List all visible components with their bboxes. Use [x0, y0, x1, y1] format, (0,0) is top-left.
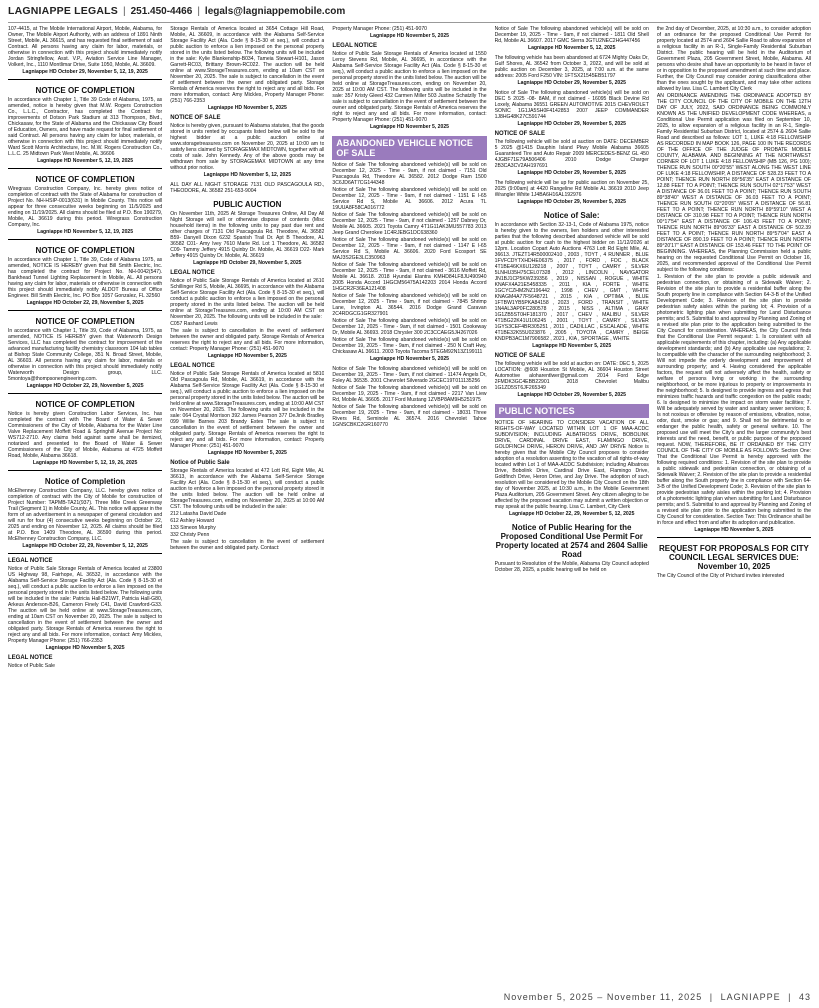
vehicle-notice: Notice of Sale The following abandoned vehicle(s) will be sold on December 12, 2025 - Time - 9am, if not claimed - 1151 E I-65 Service Rd S, Mobile AL 36606. 2012 Acura TL 19UUA8F58CA016772	[332, 187, 487, 211]
page-number: 43	[798, 992, 811, 1002]
publication-line: Lagniappe HD November 5, 2025	[370, 124, 449, 130]
publication-line: Lagniappe HD November 5, 12, 19, 2025	[37, 158, 134, 164]
divider	[8, 553, 162, 554]
notice-body: NOTICE OF HEARING TO CONSIDER VACATION OF ALL RIGHTS-OF-WAY LOCATED WITHIN LOT 1 OF MAA-ACDC SUBDIVISION; INCLUDING ALBATROSS DRIVE, BOBOLINK DRIVE, CARDINAL DRIVE EAST, FLAMINGO DRIVE, GOLDFINCH DRIVE, HERON DRIVE, AND JAY DRIVE Notice is hereby given that the Mobile City Council proposes to consider adoption of a resolution assenting to the vacation of all rights-of-way located within Lot 1 of MAA-ACDC Subdivision; including Albatross Drive, Bobolink Drive, Cardinal Drive East, Flamingo Drive, Goldfinch Drive, Heron Drive, and Jay Drive. The adoption of such resolution will be considered by the Mobile City Council on the 18th day of November 2025, at 10:30 a.m., in the Mobile Government Plaza Auditorium, 205 Government Street. Any citizen alleging to be affected by the proposed vacation may submit a written objection or may speak at the public hearing. Lisa C. Lambert, City Clerk	[494, 420, 649, 510]
divider	[8, 393, 162, 394]
publication-line: Lagniappe HD November 5, 12, 2025	[203, 172, 292, 178]
notice-body: Wiregrass Construction Company, Inc. hereby gives notice of completion of contract with the State of Alabama for construction of Project No. NH-HSIP-0013(631) in Mobile County. This notice will appear for three consecutive weeks beginning on 11/5/2025 and ending on 11/19/2025. All claims should be filed at P.O. Box 190279, Mobile, AL 36619 during this period. Wiregrass Construction Company, Inc.	[8, 186, 163, 228]
divider	[8, 79, 162, 80]
unit-list-item: C057 Rashard Lewis	[170, 321, 218, 327]
notice-heading: Notice of Completion	[44, 477, 126, 486]
notice-body: 1. Revision of the site plan to provide a public sidewalk and pedestrian connection, or obtaining of a Sidewalk Waiver; 2. Revision of the site plan to provide a residential buffer along the South property line in compliance with Section 64-3-B of the Unified Development Code; 3. Revision of the site plan to provide pedestrian safety aisles within the parking lot; 4. Provision of a photometric lighting plan when submitting for Land Disturbance permits; and 5. Submittal to and approval by Planning and Zoning of a revised site plan prior to the application being submitted to the City Council for consideration. WHEREAS, the City Council finds that the Conditional Use Permit request: 1. Is consistent with all applicable requirements of this chapter, including: (a) Any applicable development standards; and (b) Any applicable use regulations; 2. Is compatible with the character of the surrounding neighborhood; 3. Will not impede the orderly development and improvement of surrounding property; and 4. Having considered the applicable factors, the request will not adversely affect the health, safety or welfare of persons living or working in the surrounding neighborhood, or be more injurious to property or improvements in the neighborhood; 5. Is designed to provide ingress and egress that minimizes traffic hazards and traffic congestion on the public roads; 6. Is designed to minimize the impact on storm water facilities; 7. Will be adequately served by water and sanitary sewer services; 8. Is not noxious or offensive by reason of emissions, vibration, noise, odor, dust, smoke or gas; and 9. Shall not be detrimental to or endanger the public health, safety or general welfare. 10. The proposed use will meet the City's and the larger community's best interests and the need, benefit, or public purpose of the proposed request. NOW, THEREFORE, BE IT ORDAINED BY THE CITY COUNCIL OF THE CITY OF MOBILE AS FOLLOWS: Section One: That the Conditional Use Permit is hereby approved with the following required conditions: 1. Revision of the site plan to provide a public sidewalk and pedestrian connection, or obtaining of a Sidewalk Waiver; 2. Revision of the site plan to provide a residential buffer along the South property line in compliance with Section 64-3-B of the Unified Development Code; 3. Revision of the site plan to provide pedestrian safety aisles within the parking lot; 4. Provision of a photometric lighting plan when submitting for Land Disturbance permits; and 5. Submittal to and approval by Planning and Zoning of a revised site plan prior to the application being submitted to the City Council for consideration. Section Two: This Ordinance shall be in force and effect from and after its adoption and publication.	[656, 274, 812, 526]
publication-line: Lagniappe HD October 29, November 5, 2025	[517, 170, 626, 176]
notice-heading: REQUEST FOR PROPOSALS FOR CITY COUNCIL LEGAL SERVICES DUE: November 10, 2025	[659, 544, 809, 571]
notice-heading: NOTICE OF SALE	[494, 353, 545, 359]
notice-body: On November 11th, 2025 At Storage Treasures Online, All Day All Night Storage will sell or otherwise dispose of contents (Misc household items) in the following units to pay past due rent and other charges of 7131 Old Pascagoula Rd. Theodore, AL 36582 B59- Danyell Dixon 6232 Spanish Trail Dr. Apt B Theodore, AL 36582 C01- Amy Ivey 7610 Marie Rd. Lot 1 Theodore, AL 36582 C09- Tammy Jeffery 4915 Quinby Dr. Mobile, AL 36619 D22- Mark Jeffery 4915 Quinby Dr. Mobile, AL 36619	[170, 211, 325, 259]
vehicle-notice: Notice of Sale The following abandoned vehicle(s) will be sold on December 12, 2025 - Time - 9am, if not claimed - 1501 Cookeway Dr, Mobile AL 36693. 2018 Chrysler 300 2C3CCAEG5JH267026	[332, 318, 487, 336]
page-header	[8, 0, 811, 23]
notice-body: Property Manager Phone: (251) 451-9070	[332, 26, 427, 32]
column-1	[8, 26, 162, 986]
publication-line: Lagniappe HD October 22, 29, November 5, 2025	[26, 300, 144, 306]
column-5	[657, 26, 811, 986]
divider	[8, 470, 162, 471]
divider	[657, 537, 811, 538]
vehicle-notice: Notice of Sale The following abandoned vehicle(s) will be sold on December 19, 2025 - Time - 9am, if not claimed - 11474 Angels Dr, Foley AL 36535. 2001 Chevrolet Silverado 2GCEC19T011135256	[332, 366, 487, 384]
publication-line: Lagniappe HD November 5, 12, 2025	[527, 45, 616, 51]
vehicle-notice: Notice of Sale The following abandoned vehicle(s) will be sold on December 12, 2025 - Time - 9am, if not claimed - 3616 Moffett Rd, Mobile AL 36618. 2018 Hyundai Elantra KMHD84LF8JU490940 2005 Honda Accord 1HGCM56475A142203 2014 Honda Accord 1HGCR2F36EA121408	[332, 262, 487, 292]
divider	[8, 168, 162, 169]
notice-heading: LEGAL NOTICE	[170, 363, 215, 369]
unit-list-item: 612 Ashley Howard	[170, 518, 215, 524]
publication-line: Lagniappe HD October 29, November 5, 2025	[517, 80, 626, 86]
column-3	[332, 26, 486, 986]
notice-heading: LEGAL NOTICE	[8, 558, 53, 564]
notice-body: In accordance with Chapter 1, Title 39 Code of Alabama, 1975, as amended, notice is hereby given that M.W. Rogers Construction Co., L.L.C., Contractor, has completed the Contract for improvements of Dotson Park Stadium at 313 Thompson, Blvd., Chickasaw, for the State of Alabama and the Chickasaw City Board of Education, Owners, and have made request for final settlement of said Contract. All persons having any claim for labor, materials, or otherwise in connection with this project should immediately notify Ward Scott Morris Architecture, Inc. M.W. Rogers Construction Co., L.L.C. 25 Midtown Park West Mobile, AL 36606	[8, 97, 163, 157]
notice-heading: LEGAL NOTICE	[170, 270, 215, 276]
publication-line: Lagniappe HD October 29, November 5, 2025	[517, 392, 626, 398]
vehicle-notice: The following vehicle will be up for public auction on November 25, 2025 (9:00am) at 4420 Rangeline Rd Mobile AL 36619 2010 Jeep Wrangler White 1J4BA6H16AL192976	[494, 180, 649, 198]
unit-list-item: 332 Christy Penn	[170, 532, 210, 538]
header-separator: |	[122, 5, 126, 17]
vehicle-notice: Notice of Sale The following abandoned vehicle(s) will be sold on December 12, 2025 - Time - 9am, if not claimed - 7151 Old Pascagoula Rd, Theodore AL 36582. 2012 Dodge Ram 1500 3C6JD6AT7CG144348	[332, 162, 487, 186]
publication-line: Lagniappe HD November 5, 2025	[45, 645, 125, 651]
unit-list-item: 212 Latasha David Dade	[170, 511, 227, 517]
notice-heading: Notice of Public Hearing for the Proposed Conditional Use Permit For Property located at 2574 and 2604 Sallie Road	[495, 523, 648, 559]
vehicle-notice: Notice of Sale The following abandoned vehicle(s) will be sold on December 19, 2025 - Time - 9am, if not claimed - 1811 Old Shell Rd, Mobile AL 36607. 2017 GMC Sierra 3GTU2NEC2HG447456	[494, 26, 649, 44]
header-email[interactable]: legals@lagniappemobile.com	[204, 5, 346, 17]
notice-body: Notice of Public Sale Storage Rentals of America located at 2610 Schillinger Rd S, Mobile, AL 36695, in accordance with the Alabama Self-Service Storage Facility Act (Ala. Code § 8-15-30 et seq.), will conduct a public auction to enforce a lien imposed on the personal property stored in the units listed below. The auction will be held online at StorageTreasures.com, ending at 10:00 AM CST on November 20, 2025. The following units will be included in the sale:	[170, 278, 325, 320]
header-brand: LAGNIAPPE LEGALS	[8, 5, 118, 17]
notice-heading: NOTICE OF COMPLETION	[35, 86, 135, 95]
notice-body: Notice of Public Sale Storage Rentals of America located at 23800 US Highway 98, Fairhope, AL 36532, in accordance with the Alabama Self-Service Storage Facility Act (Ala. Code § 8-15-30 et seq.), will conduct a public auction to enforce a lien imposed on the personal property stored in the units listed below. The following units will be included in the sale: Patricia Hall-B21WT, Patricia Hall-G80, Arkeus Anderson-B26, Cameron Finely C41, David Crawford-G33. The auction will be held online at www.StorageTreasures.com, ending at 10am CST on November 20, 2025. The sale is subject to cancellation in the event of settlement between the owner and obligated party. Storage Rentals of America reserves the right to reject any and all bids. For more information, contact: Amy Mickles, Property Manager Phone: (251) 766-2353	[8, 566, 163, 644]
publication-line: Lagniappe HD November 5, 2025	[370, 33, 449, 39]
vehicle-notice: Notice of Sale The following abandoned vehicle(s) will be sold on DEC 5 2025 -08- 8AM, if not claimed - 16095 Black Devine Rd Loxely, Alabama 36551 GREEN AUTOMOTIVE 2015 CHEVROLET SONIC 1G1JA5SH0F4142853 2007 JEEP COMMANDER 1J8HG48K27C591744	[494, 90, 649, 120]
footer-dates: November 5, 2025 – November 11, 2025	[503, 992, 703, 1002]
publication-line: Lagniappe HD November 5, 2025	[370, 356, 449, 362]
vehicle-notice: The following vehicle will be sold at auction on DATE: DECEMBER 5 2025 @1415 Dauphin Island Pkwy Mobile Alabama 36605 Guaranteed Tire and Auto Repair 2009 MERCEDES-BENZ GL 450 4JGBF71E79A506406 2010 Dodge Charger 2B3CA3CV2AH197691	[494, 139, 649, 169]
publication-line: Lagniappe HD October 22, 29, November 5, 12, 2025	[509, 511, 635, 517]
legal-columns	[8, 26, 811, 986]
notice-body: In accordance with Chapter 1, Title 39, Code of Alabama 1975, as amended, NOTICE IS HEREBY given that Bill Smith Electric, Inc. has completed the contract for Project No. NH-0042(547). Bankhead Tunnel Lighting Replacement in Mobile, AL. All persons having any claim for labor, materials or otherwise in connection with this project should immediately notify ALDOT Bureau of Office Engineer. Bill Smith Electric, Inc. PO Box 1057 Gonzalez, FL 32560	[8, 257, 163, 299]
footer-separator: |	[709, 992, 714, 1002]
vehicle-notice: Notice of Sale The following abandoned vehicle(s) will be sold on December 19, 2025 - Time - 9am, if not claimed - 2217 Van Liew Rd, Mobile AL 36605. 2017 Ford Mustang 1ZVBP8AM9H5251975	[332, 385, 487, 403]
publication-line: Lagniappe HD November 5, 2025	[207, 105, 287, 111]
publication-line: Lagniappe HD November 5, 2025	[694, 527, 774, 533]
page-footer	[8, 992, 811, 1002]
notice-body: the 2nd day of December, 2025, at 10:30 a.m., to consider adoption of an ordinance for the proposed Conditional Use Permit for property located at 2574 and 2604 Sallie Road to allow expansion of a religious facility in an R-1, Single-Family Residential Suburban District. The public hearing will be held in the Auditorium of Government Plaza, 205 Government Street, Mobile, Alabama. All persons who desire shall have an opportunity to be heard in favor of or in opposition to the proposed amendment at such time and place. Further, the City Council may consider zoning classifications other than the ones sought by the applicant, and may take other actions allowed by law. Lisa C. Lambert City Clerk	[656, 26, 812, 92]
vehicle-notice: Notice of Sale The following abandoned vehicle(s) will be sold on December 12, 2025 - Time - 9am, if not claimed - 7845 Shrimp Lane, Irvington AL 36544. 2016 Dodge Grand Caravan 2C4RDGCG1GR327901	[332, 293, 487, 317]
notice-heading: LEGAL NOTICE	[332, 43, 377, 49]
vehicle-notice: Notice of Sale The following abandoned vehicle(s) will be sold on December 19, 2025 - Time - 9am, if not claimed - 250 N Craft Hwy, Chickasaw AL 36611. 2003 Toyota Tacoma 5TEGM92N13Z199111	[332, 337, 487, 355]
notice-heading: NOTICE OF COMPLETION	[35, 175, 135, 184]
notice-heading: LEGAL NOTICE	[8, 655, 53, 661]
publication-line: Lagniappe HD October 29, November 5, 12, 19, 2025	[22, 69, 148, 75]
publication-line: Lagniappe HD November 5, 2025	[532, 343, 612, 349]
section-band: PUBLIC NOTICES	[495, 404, 649, 418]
footer-separator: |	[788, 992, 792, 1002]
notice-body: McElhenney Construction Company, LLC. hereby gives notice of completion of contract with the City of Mobile for construction of Project Number: TAPMB-TA21(937). Three Mile Creek Greenway Trail (Segment 1) in Mobile County, AL. This notice will appear in the form of an advertisement in a newspaper of general circulation and will run for four (4) consecutive weeks beginning on October 22, 2025 and ending on November 12, 2025. All claims should be filed at P.O. Box 1409 Theodore, AL 36590 during this period. McElhenney Construction Company, LLC.	[8, 488, 163, 542]
publication-line: Lagniappe HD October 29, November 5, 2025	[517, 199, 626, 205]
section-band: ABANDONED VEHICLE NOTICE OF SALE	[332, 136, 486, 160]
notice-body: Notice of Public Sale	[8, 663, 56, 669]
publication-line: Lagniappe HD November 5, 2025	[207, 450, 287, 456]
notice-body: 107-4415, at The Mobile International Airport, Mobile, Alabama, for Owner, The Mobile Airport Authority, with an address of 1891 Ninth Street, Mobile, AL 36615, and has requested final settlement of said Contract. All persons having any claim for labor, materials, or otherwise in connection with this project should immediately notify Jordan Stringfellow, Asst. V.P., Aviation Service Line Manager, Volkert, Inc., 1110 Montlimar Drive, Suite 1050, Mobile, AL 36609.	[8, 26, 163, 68]
notice-body: Notice of Public Sale Storage Rentals of America located at 1550 Leroy Stevens Rd, Mobile, AL 36695, in accordance with the Alabama Self-Service Storage Facility Act (Ala. Code § 8-15-30 et seq.), will conduct a public auction to enforce a lien imposed on the personal property stored in the units listed below. The auction will be held online at StorageTreasures.com, ending on November 20, 2025 at 10:00 AM CST. The following units will be included in the sale: 357 Kristy Gleed 432 Carmen Miller 503 Justine Schatzlly The sale is subject to cancellation in the event of settlement between the owner and obligated party. Storage Rentals of America reserves the right to reject any and all bids. For more information, contact: Property Manager Phone: (251) 451-9070	[332, 51, 487, 123]
notice-heading: NOTICE OF COMPLETION	[35, 317, 135, 326]
footer-brand: LAGNIAPPE	[720, 992, 781, 1002]
notice-body: The sale is subject to cancellation in the event of settlement between the owner and obligated party. Contact:	[170, 539, 325, 551]
publication-line: Lagniappe HD October 29, November 5, 2025	[193, 260, 302, 266]
notice-body: Pursuant to Resolution of the Mobile, Alabama City Council adopted October 28, 2025, a public hearing will be held on	[494, 561, 649, 573]
notice-body: Storage Rentals of America located at 3654 Cottage Hill Road, Mobile, AL 36609, in accordance with the Alabama Self-Service Storage Facility Act (Ala. Code § 8-15-30 et seq.), will conduct a public auction to enforce a lien imposed on the personal property stored in the units listed below. The following units will be included in the sale: Kylie Blankenship-B034, Tameia Stewart-H101, Jason Garrett-RC03, Brittany Brown-RC022. The auction will be held online at www.StorageTreasures.com, ending at 10am CST on November 20, 2025. The sale is subject to cancellation in the event of settlement between the owner and obligated party. Storage Rentals of America reserves the right to reject any and all bids. For more information, contact: Amy Mickles, Property Manager Phone: (251) 766-2353	[170, 26, 325, 104]
divider	[8, 310, 162, 311]
publication-line: Lagniappe HD November 5, 2025	[207, 353, 287, 359]
notice-heading: NOTICE OF COMPLETION	[35, 246, 135, 255]
notice-body: ALL DAY ALL NIGHT STORAGE 7131 OLD PASCAGOULA RD., THEODORE, AL 36582 251-653-9004	[170, 182, 325, 194]
notice-body: In accordance with Chapter 1, Title 39, Code of Alabama, 1975, as amended, NOTICE IS HEREBY given that Waterworth Design Services, LLC has completed the contract for improvement of the advanced manufacturing facility chemistry classroom 104 lab tables at Bishop State Community College, 351 N. Broad Street, Mobile, AL 36603. All persons having any claim for labor, materials or otherwise in connection with this project should immediately notify Waterworth Design group, LLC. 5montoya@thompsonengineering.com.	[8, 328, 163, 382]
notice-body: Storage Rentals of America located at 472 Lott Rd, Eight Mile, AL 36613, in accordance with the Alabama Self-Service Storage Facility Act (Ala. Code § 8-15-30 et seq.), will conduct a public auction to enforce a lien imposed on the personal property stored in the units listed below. The auction will be held online at StorageTreasures.com, ending on November 20, 2025 at 10:00 AM CST. The following units will be included in the sale:	[170, 468, 325, 510]
vehicle-notice: Notice of Sale The following abandoned vehicle(s) will be sold on December 12, 2025 - Time - 9am, if not claimed - 1147 E I-65 Service Rd S, Mobile AL 36606. 2020 Ford Ecosport SE MAJ3S2GE3LC350963	[332, 237, 487, 261]
vehicle-notice: In accordance with Section 32-13-1, Code of Alabama 1975, notice is hereby given to the owners, lien holders and other interested parties that the following described abandoned vehicle will be sold at public auction for cash to the highest bidder on 11/12/2026 at 12pm. Location Copart Auto Auctions 4763 Lott Rd Eight Mile, AL 36613. JTEZT14R500002410 , 2003 , TOYT , 4 RUNNER , BLUE 1FVFCDYTXHDHE06375 , 2017 , FORD , FOC , BLACK 4T1BE46KX6U128218 , 2007 , TOYT , CAMRY , SILVER 5LNHU35H75CEL07328 , 2012 , LINCOLN , NAVIGATOR JN1BJ1CP5KW239356 , 2019 , NISSAN , ROGUE , WHITE KNAFX4A21E5458335 , 2011 , KIA , FORTE , WHITE 1GCYCZHM2NZ196442 , 1998 , CHEV , GMT , WHITE KNAGM4A77F5648721 , 2015 , KIA , OPTIMA , BLUE 1FTBW1YB5PKA84158 , 2023 , FORD , TRANSIT , WHITE 1N4AL3AP0FC280578 , 2015 , NISS , ALTIMA , GRAY 1G1ZB5ST0HF181370 , 2017 , CHEV , MALIBU , SILVER 4T1BG22K41U106245 , 2001 , TOYT , CAMRY , SILVER 1GYS3CEF4BR305251 , 2011 , CADILLAC , ESCALADE , WHITE 4T1BE32K55U023876 , 2005 , TOYOTA , CAMRY , BEIGE KNDPB3AC1M7906582 , 2021 , KIA , SPORTAGE , WHITE	[494, 222, 649, 342]
vehicle-notice: The following vehicle has been abandoned at 6724 Mighty Oaks Dr, Gulf Shores, AL 36542 from October 3, 2022, and will be sold at public auction on December 3, 2025, at 7:00 a.m. at the same address: 2005 Ford F250 VIN: 1FTSX21545EB51797	[494, 55, 649, 79]
divider	[8, 239, 162, 240]
notice-heading: PUBLIC AUCTION	[213, 200, 282, 209]
notice-heading: NOTICE OF SALE	[494, 131, 545, 137]
unit-list-item: 133 Simeon Murphy	[170, 525, 216, 531]
notice-body: The City Council of the City of Prichard invites interested	[656, 573, 785, 579]
header-separator: |	[197, 5, 200, 17]
header-phone: 251.450-4466	[130, 5, 193, 17]
publication-line: Lagniappe HD October 22, 29, November 5, 12, 2025	[22, 543, 148, 549]
notice-body: AN ORDINANCE AMENDING THE ORDINANCE ADOPTED BY THE CITY COUNCIL OF THE CITY OF MOBILE ON THE 12TH DAY OF JULY, 2022, SAID ORDINANCE BEING COMMONLY KNOWN AS THE UNIFIED DEVELOPMENT CODE WHEREAS, a Conditional Use Permit application was filed on September 10, 2025, to allow expansion of a religious facility in an R-1, Single-Family Residential Suburban District, located at 2574 & 2604 Sallie Road and described as follows: LOT 1, LUKE 4:18 FELLOWSHIP AS RECORDED IN MAP BOOK 126, PAGE 100 IN THE RECORDS OF THE OFFICE OF THE JUDGE OF PROBATE MOBILE COUNTY, ALABAMA. AND BEGINNING AT THE NORTHWEST CORNER OF LOT 1 LUKE 4:18 FELLOWSHIP (MB 126, PG 100); THENCE RUN SOUTH 00°20'55" WEST ALONG THE WEST LINE OF LUKE 4:18 FELLOWSHIP, A DISTANCE OF 528.23 FEET TO A POINT; THENCE RUN NORTH 89°56'35" EAST A DISTANCE OF 12.88 FEET TO A POINT; THENCE RUN SOUTH 02°17'53" WEST A DISTANCE OF 36.01 FEET TO A POINT; THENCE RUN SOUTH 89°38'40" WEST A DISTANCE OF 36.03 FEET TO A POINT; THENCE RUN SOUTH 02°20'05" WEST A DISTANCE OF 56.81 FEET TO A POINT; THENCE RUN NORTH 89°59'10" WEST A DISTANCE OF 310.98 FEET TO A POINT; THENCE RUN NORTH 00°17'54" EAST A DISTANCE OF 106.43 FEET TO A POINT; THENCE RUN NORTH 89°06'33" EAST A DISTANCE OF 502.39 FEET TO A POINT; THENCE RUN NORTH 89°57'04" EAST A DISTANCE OF 890.19 FEET TO A POINT; THENCE RUN NORTH 89°20'17" EAST A DISTANCE OF 153.46 FEET TO THE POINT OF BEGINNING. WHEREAS, the Planning Commission held a public hearing on the requested Conditional Use Permit on October 16, 2025, and recommended approval of the Conditional Use Permit subject to the following conditions:	[656, 93, 812, 273]
notice-heading: Notice of Public Sale	[170, 460, 230, 466]
notice-body: The sale is subject to cancellation in the event of settlement between the owner and obligated party. Storage Rentals of America reserves the right to reject any and all bids. For more information, contact: Property Manager Phone: (251) 451-9070	[170, 328, 325, 352]
notice-heading: NOTICE OF SALE	[170, 115, 221, 121]
vehicle-notice: Notice of Sale The following abandoned vehicle(s) will be sold on December 12, 2025 - Time - 9am, if not claimed - 1257 Dabney Dr, Mobile AL 36605. 2021 Toyota Camry 4T1G11AK3MU557783 2013 Jeep Grand Cherokee 1C4RJEBG1DC638360	[332, 212, 487, 236]
notice-body: Notice is hereby given Construction Labor Services, Inc. has completed the contract with The Board of Water & Sewer Commissioners of the City of Mobile, Alabama for the Water Line Valve Replacement Moffett Road & Springhill Avenue Project No: WS712-2710. Any claims held against same shall be itemized, notarized and presented to the Board of Water & Sewer Commissioners of the City of Mobile, Alabama at 4725 Moffett Road, Mobile, Alabama 36618.	[8, 411, 163, 459]
publication-line: Lagniappe HD November 5, 12, 19, 2025	[37, 229, 134, 235]
notice-body: Notice of Public Sale Storage Rentals of America located at 5810 Old Pascagoula Rd, Mobile, AL 36619, in accordance with the Alabama Self-Service Storage Facility Act (Ala. Code § 8-15-30 et seq.), will conduct a public auction to enforce a lien imposed on the personal property stored in the units listed below. The auction will be held online at www.StorageTreasures.com, ending at 10:00 AM CST on November 20, 2025. The following units will be included in the sale: 064 Crystal Morrison 392 James Pearson 377 DeJinik Bradley 099 Willie Barnes 203 Brandy Estes The sale is subject to cancellation in the event of settlement between the owner and obligated party. Storage Rentals of America reserves the right to reject any and all bids. For more information, contact: Property Manager Phone: (251) 451-9070	[170, 371, 325, 449]
column-2	[170, 26, 324, 986]
publication-line: Lagniappe HD October 22, 29, November 5, 2025	[26, 383, 144, 389]
publication-line: Lagniappe HD November 5, 12, 19, 26, 2025	[32, 460, 138, 466]
publication-line: Lagniappe HD October 29, November 5, 2025	[517, 121, 626, 127]
notice-heading: NOTICE OF COMPLETION	[35, 400, 135, 409]
column-4	[495, 26, 649, 986]
vehicle-notice: Notice of Sale The following abandoned vehicle(s) will be sold on December 19, 2025 - Time - 9am, if not claimed - 18031 Three Rivers Rd, Seminole AL 36574. 2016 Chevrolet Tahoe 1GNSCBKC2GR160770	[332, 404, 487, 428]
notice-body: Notice is hereby given, pursuant to Alabama statutes, that the goods stored in units rented by occupants listed below will be sold to the highest bidder at a public auction online at www.storagetreasures.com on November 20, 2025 at 10:00 am to satisfy liens claimed by STORAGEMAX MIDTOWN, together with all costs of sale. John Kennedy. Any of the above goods may be withdrawn from sale by STORAGEMAX MIDTOWN at any time without prior notice.	[170, 123, 325, 171]
vehicle-notice: The following vehicle will be sold at auction on: DATE: DEC 5, 2025 LOCATION: @608 Houston St Mobile, AL 36604 Houston Street Automotive aloharentlwer@gmail.com 2014 Ford Edge 2FMDK3GC4EBB22901 2018 Chevrolet Malibu 1G1ZD5ST6JF265349	[494, 361, 649, 391]
notice-heading: Notice of Sale:	[543, 211, 600, 220]
